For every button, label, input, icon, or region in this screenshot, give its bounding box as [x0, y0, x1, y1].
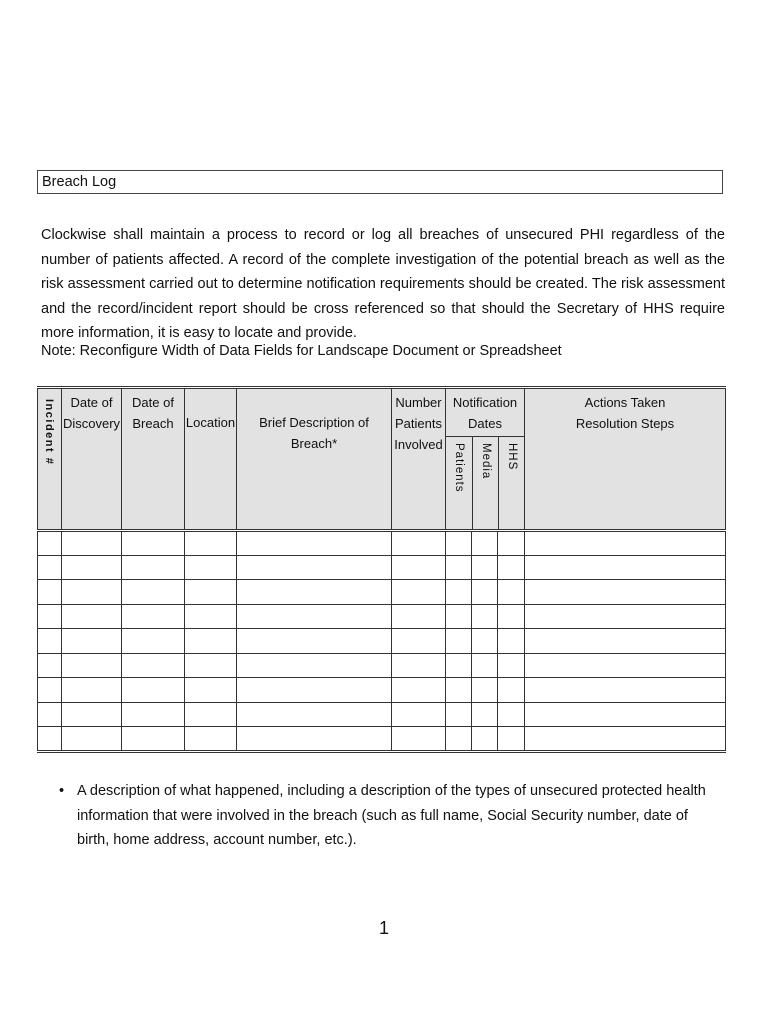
- header-number-patients: [392, 388, 446, 531]
- table-cell[interactable]: [446, 629, 472, 654]
- table-cell[interactable]: [525, 727, 726, 752]
- table-cell[interactable]: [472, 580, 498, 605]
- table-cell[interactable]: [38, 629, 62, 654]
- table-cell[interactable]: [392, 653, 446, 678]
- table-cell[interactable]: [392, 702, 446, 727]
- note-text: Note: Reconfigure Width of Data Fields for Landscape Document or Spreadsheet: [41, 343, 562, 359]
- table-cell[interactable]: [62, 678, 122, 703]
- table-cell[interactable]: [498, 629, 525, 654]
- table-cell[interactable]: [525, 580, 726, 605]
- table-cell[interactable]: [525, 531, 726, 556]
- table-cell[interactable]: [62, 727, 122, 752]
- section-title-text: Breach Log: [42, 174, 117, 190]
- footnote-bullet: [59, 779, 719, 853]
- table-row: [38, 653, 726, 678]
- table-cell[interactable]: [498, 702, 525, 727]
- table-header-row: [38, 388, 726, 531]
- table-cell[interactable]: [392, 604, 446, 629]
- header-location: [185, 388, 237, 531]
- notification-subcolumns: [446, 436, 524, 529]
- bullet-symbol: •: [59, 783, 65, 799]
- table-cell[interactable]: [472, 629, 498, 654]
- table-cell[interactable]: [472, 702, 498, 727]
- table-row: [38, 678, 726, 703]
- intro-paragraph: Clockwise shall maintain a process to record or log all breaches of unsecured PHI regardless of the number of patients affected. A record of the complete investigation of the potential breach as well as the risk assessment carried out to determine notification requirements should be created. The risk assessment and the record/incident report should be cross referenced so that should the Secretary of HHS require more information, it is easy to locate and provide.: [41, 227, 725, 341]
- table-row: [38, 555, 726, 580]
- header-number-patients-label: Number Patients Involved: [394, 395, 443, 452]
- table-cell[interactable]: [472, 531, 498, 556]
- table-cell[interactable]: [472, 653, 498, 678]
- header-notif-hhs: [498, 437, 526, 529]
- table-cell[interactable]: [392, 727, 446, 752]
- table-cell[interactable]: [38, 580, 62, 605]
- table-row: [38, 727, 726, 752]
- table-cell[interactable]: [62, 580, 122, 605]
- table-cell[interactable]: [185, 531, 237, 556]
- table-cell[interactable]: [498, 678, 525, 703]
- table-cell[interactable]: [237, 580, 392, 605]
- table-row: [38, 604, 726, 629]
- table-cell[interactable]: [446, 702, 472, 727]
- table-cell[interactable]: [185, 702, 237, 727]
- table-cell[interactable]: [446, 653, 472, 678]
- table-cell[interactable]: [392, 580, 446, 605]
- table-row: [38, 531, 726, 556]
- header-brief-description: [237, 388, 392, 531]
- table-cell[interactable]: [472, 678, 498, 703]
- table-cell[interactable]: [62, 604, 122, 629]
- table-cell[interactable]: [525, 702, 726, 727]
- table-cell[interactable]: [498, 604, 525, 629]
- header-date-of-discovery: [62, 388, 122, 531]
- header-actions-taken: [525, 388, 726, 531]
- table-cell[interactable]: [122, 555, 185, 580]
- table-cell[interactable]: [446, 531, 472, 556]
- table-cell[interactable]: [185, 629, 237, 654]
- table-cell[interactable]: [38, 727, 62, 752]
- table-cell[interactable]: [185, 580, 237, 605]
- page-number: 1: [378, 918, 389, 938]
- table-cell[interactable]: [185, 555, 237, 580]
- header-date-of-discovery-label: Date of Discovery: [62, 395, 121, 431]
- table-cell[interactable]: [392, 629, 446, 654]
- table-cell[interactable]: [38, 653, 62, 678]
- table-cell[interactable]: [237, 702, 392, 727]
- table-cell[interactable]: [392, 531, 446, 556]
- table-cell[interactable]: [237, 604, 392, 629]
- header-notification-dates: [446, 388, 525, 531]
- table-cell[interactable]: [446, 678, 472, 703]
- table-cell[interactable]: [62, 629, 122, 654]
- table-cell[interactable]: [525, 555, 726, 580]
- header-notif-hhs-label: HHS: [506, 443, 518, 471]
- table-cell[interactable]: [237, 555, 392, 580]
- table-cell[interactable]: [237, 727, 392, 752]
- breach-log-table: [37, 386, 726, 753]
- table-cell[interactable]: [498, 531, 525, 556]
- header-date-of-breach-label: Date of Breach: [132, 395, 174, 431]
- header-incident: [38, 388, 62, 531]
- table-cell[interactable]: [185, 678, 237, 703]
- table-cell[interactable]: [122, 678, 185, 703]
- table-cell[interactable]: [185, 727, 237, 752]
- table-cell[interactable]: [62, 702, 122, 727]
- table-row: [38, 580, 726, 605]
- table-cell[interactable]: [62, 531, 122, 556]
- table-cell[interactable]: [237, 629, 392, 654]
- table-cell[interactable]: [472, 604, 498, 629]
- table-cell[interactable]: [62, 653, 122, 678]
- table-cell[interactable]: [525, 629, 726, 654]
- table-cell[interactable]: [185, 653, 237, 678]
- table-cell[interactable]: [237, 531, 392, 556]
- table-cell[interactable]: [185, 604, 237, 629]
- table-cell[interactable]: [122, 727, 185, 752]
- header-brief-description-label: Brief Description of Breach*: [259, 415, 369, 451]
- table-cell[interactable]: [38, 555, 62, 580]
- table-cell[interactable]: [237, 678, 392, 703]
- table-cell[interactable]: [498, 653, 525, 678]
- table-cell[interactable]: [446, 580, 472, 605]
- header-notif-media-label: Media: [480, 443, 492, 480]
- header-actions-taken-label: Actions Taken Resolution Steps: [575, 395, 675, 431]
- table-cell[interactable]: [525, 653, 726, 678]
- table-cell[interactable]: [446, 604, 472, 629]
- table-cell[interactable]: [122, 653, 185, 678]
- table-cell[interactable]: [122, 629, 185, 654]
- table-cell[interactable]: [38, 604, 62, 629]
- table-row: [38, 629, 726, 654]
- table-cell[interactable]: [525, 678, 726, 703]
- header-incident-label: Incident #: [43, 399, 55, 466]
- table-cell[interactable]: [237, 653, 392, 678]
- header-notif-media: [472, 437, 499, 529]
- table-cell[interactable]: [38, 678, 62, 703]
- table-cell[interactable]: [392, 678, 446, 703]
- table-cell[interactable]: [525, 604, 726, 629]
- section-title: [37, 170, 723, 194]
- table-body: [38, 531, 726, 752]
- footnote-text: A description of what happened, including a description of the types of unsecured protected health information that were involved in the breach (such as full name, Social Security number, date of birth, home address, account number, etc.).: [77, 783, 706, 848]
- table-cell[interactable]: [122, 702, 185, 727]
- table-cell[interactable]: [472, 727, 498, 752]
- table-cell[interactable]: [472, 555, 498, 580]
- table-cell[interactable]: [122, 604, 185, 629]
- table-cell[interactable]: [446, 555, 472, 580]
- header-notif-patients: [446, 437, 472, 529]
- table-cell[interactable]: [498, 580, 525, 605]
- header-notif-patients-label: Patients: [453, 443, 465, 493]
- table-row: [38, 702, 726, 727]
- header-notification-dates-label: Notification Dates: [452, 395, 518, 431]
- table-cell[interactable]: [62, 555, 122, 580]
- table-cell[interactable]: [498, 727, 525, 752]
- header-location-label: Location: [185, 415, 236, 430]
- table-cell[interactable]: [38, 531, 62, 556]
- table-cell[interactable]: [392, 555, 446, 580]
- header-date-of-breach: [122, 388, 185, 531]
- table-cell[interactable]: [122, 580, 185, 605]
- table-cell[interactable]: [122, 531, 185, 556]
- table-cell[interactable]: [38, 702, 62, 727]
- table-cell[interactable]: [446, 727, 472, 752]
- table-cell[interactable]: [498, 555, 525, 580]
